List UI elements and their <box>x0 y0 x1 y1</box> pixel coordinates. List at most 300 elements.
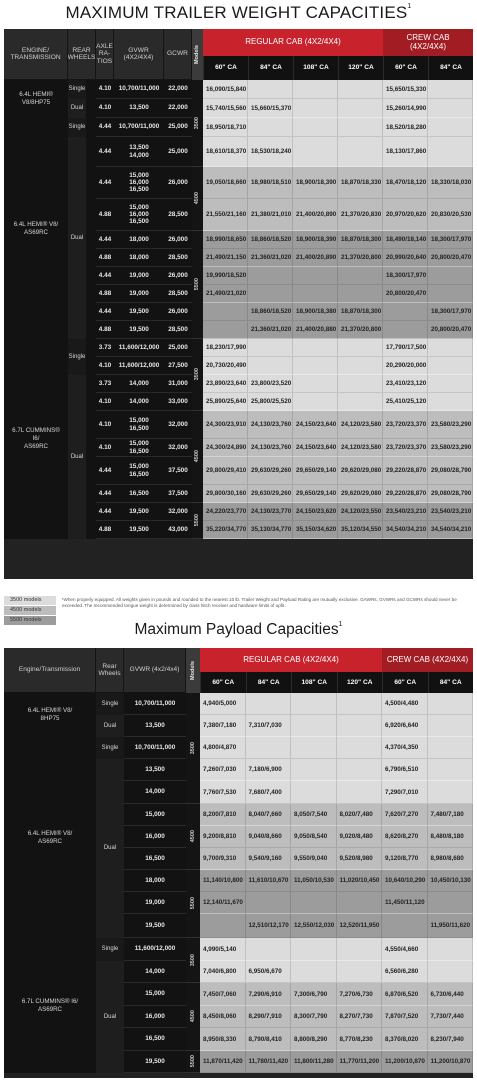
gvwr-value: 19,500 <box>114 521 164 539</box>
capacity-cell: 19,050/18,660 <box>203 167 248 199</box>
axle-ratio-value: 4.10 <box>96 80 114 99</box>
capacity-cell: 21,400/20,880 <box>293 321 338 339</box>
capacity-cell: 21,400/20,890 <box>293 199 338 231</box>
capacity-cell: 8,040/7,660 <box>246 804 292 826</box>
capacity-cell: 20,730/20,490 <box>203 357 248 375</box>
capacity-cell: 11,200/10,870 <box>382 1051 428 1073</box>
capacity-cell <box>428 357 473 375</box>
capacity-cell: 21,550/21,160 <box>203 199 248 231</box>
gvwr-value: 15,000 16,000 16,500 <box>114 167 164 199</box>
capacity-cell <box>246 938 292 961</box>
legend-5500-models: 5500 models <box>4 616 56 625</box>
capacity-cell: 7,260/7,030 <box>200 759 246 781</box>
capacity-cell: 7,290/6,910 <box>246 983 292 1006</box>
rear-wheels-header: Rear Wheels <box>96 648 124 693</box>
capacity-cell: 18,900/18,390 <box>293 167 338 199</box>
capacity-cell: 4,370/4,350 <box>382 737 428 759</box>
gvwr-value: 13,500 <box>124 759 186 781</box>
capacity-cell: 7,870/7,520 <box>382 1006 428 1028</box>
capacity-cell: 24,150/23,640 <box>293 439 338 457</box>
capacity-cell <box>248 357 293 375</box>
rear-wheels-label: Single <box>68 118 86 137</box>
gvwr-value: 14,000 <box>124 781 186 804</box>
capacity-cell: 7,480/7,180 <box>428 804 474 826</box>
model-group-3500 <box>192 80 203 167</box>
capacity-cell: 35,120/34,550 <box>338 521 383 539</box>
capacity-cell <box>293 357 338 375</box>
capacity-cell: 4,800/4,870 <box>200 737 246 759</box>
capacity-cell: 12,520/11,950 <box>337 914 383 938</box>
capacity-cell: 24,120/23,550 <box>338 503 383 521</box>
axle-ratio-value: 3.73 <box>96 375 114 393</box>
cab-length-header: 84" CA <box>246 672 292 693</box>
capacity-cell <box>293 99 338 118</box>
capacity-cell: 23,540/23,210 <box>383 503 428 521</box>
capacity-cell <box>428 118 473 137</box>
capacity-cell <box>428 267 473 285</box>
gvwr-value: 11,600/12,000 <box>124 938 186 961</box>
gvwr-value: 18,000 <box>124 870 186 892</box>
model-label: 5500 <box>194 514 201 527</box>
rear-wheels-label: Single <box>96 693 124 715</box>
capacity-cell <box>248 339 293 357</box>
models-header-text: Models <box>189 661 196 680</box>
gcwr-value: 22,000 <box>164 99 192 118</box>
model-label: 3500 <box>194 368 201 381</box>
engine-label: 6.4L HEMI® V8/8HP75 <box>19 91 53 106</box>
capacity-cell: 8,450/8,060 <box>200 1006 246 1028</box>
rear-wheels-label: Dual <box>68 137 86 339</box>
capacity-cell: 11,950/11,620 <box>428 914 474 938</box>
capacity-cell: 7,180/6,900 <box>246 759 292 781</box>
model-label: 4500 <box>194 450 201 463</box>
capacity-cell: 18,900/18,390 <box>293 231 338 249</box>
capacity-cell: 11,870/11,420 <box>200 1051 246 1073</box>
capacity-cell: 20,290/20,000 <box>383 357 428 375</box>
capacity-cell: 18,130/17,860 <box>383 137 428 167</box>
capacity-cell <box>291 938 337 961</box>
gvwr-value: 14,000 <box>124 961 186 983</box>
axle-ratio-value: 4.44 <box>96 457 114 485</box>
capacity-cell <box>428 80 473 99</box>
gvwr-value: 18,000 <box>114 249 164 267</box>
trailer-weight-title-text: MAXIMUM TRAILER WEIGHT CAPACITIES <box>65 3 408 22</box>
cab-length-header: 84" CA <box>428 56 473 80</box>
capacity-cell: 29,800/29,410 <box>203 457 248 485</box>
capacity-cell: 25,410/25,120 <box>383 393 428 411</box>
capacity-cell: 21,380/21,010 <box>248 199 293 231</box>
legend-4500-models: 4500 models <box>4 606 56 615</box>
capacity-cell: 23,580/23,290 <box>428 439 473 457</box>
axle-ratio-value: 4.10 <box>96 439 114 457</box>
capacity-cell: 4,500/4,480 <box>382 693 428 715</box>
capacity-cell <box>293 375 338 393</box>
capacity-cell: 18,530/18,240 <box>248 137 293 167</box>
rear-wheels-label: Single <box>68 339 86 375</box>
axle-ratio-value: 4.88 <box>96 285 114 303</box>
crew-cab-header: CREW CAB (4X2/4X4) <box>383 29 473 56</box>
capacity-cell: 9,050/8,540 <box>291 826 337 848</box>
capacity-cell <box>338 375 383 393</box>
axle-ratio-value: 4.44 <box>96 231 114 249</box>
payload-title-footnote-mark: 1 <box>338 621 343 628</box>
rear-wheels-label: Dual <box>96 759 124 938</box>
gvwr-value: 16,500 <box>124 848 186 870</box>
axle-ratio-value: 4.10 <box>96 99 114 118</box>
capacity-cell <box>428 759 474 781</box>
gcwr-value: 28,500 <box>164 199 192 231</box>
capacity-cell: 8,480/8,180 <box>428 826 474 848</box>
capacity-cell <box>337 781 383 804</box>
capacity-cell: 8,950/8,330 <box>200 1028 246 1051</box>
gcwr-value: 26,000 <box>164 303 192 321</box>
capacity-cell: 15,260/14,990 <box>383 99 428 118</box>
engine-transmission-header: Engine/Transmission <box>4 648 96 693</box>
model-group-4500 <box>192 167 203 231</box>
capacity-cell: 21,490/21,020 <box>203 285 248 303</box>
gcwr-value: 32,000 <box>164 503 192 521</box>
capacity-cell: 18,990/18,650 <box>203 231 248 249</box>
gvwr-value: 19,500 <box>124 1051 186 1073</box>
capacity-cell: 18,980/18,510 <box>248 167 293 199</box>
capacity-cell: 7,680/7,400 <box>246 781 292 804</box>
capacity-cell: 24,300/23,910 <box>203 411 248 439</box>
gvwr-value: 10,700/11,000 <box>114 118 164 137</box>
axle-ratio-value: 4.10 <box>96 357 114 375</box>
axle-ratio-value: 4.88 <box>96 249 114 267</box>
gvwr-value: 10,700/11,000 <box>124 693 186 715</box>
gcwr-value: 28,500 <box>164 321 192 339</box>
capacity-cell: 21,370/20,800 <box>338 249 383 267</box>
cab-length-header: 60" CA <box>203 56 248 80</box>
models-header <box>192 29 203 80</box>
capacity-cell <box>337 938 383 961</box>
capacity-cell: 6,950/6,670 <box>246 961 292 983</box>
engine-label: 6.4L HEMI® V8/ AS69RC <box>13 220 59 236</box>
capacity-cell: 11,770/11,200 <box>337 1051 383 1073</box>
model-group-4500 <box>186 983 200 1051</box>
cab-length-header: 120" CA <box>338 56 383 80</box>
axle-ratio-value: 4.44 <box>96 118 114 137</box>
capacity-cell <box>337 693 383 715</box>
gcwr-value: 28,500 <box>164 249 192 267</box>
gvwr-value: 16,500 <box>114 485 164 503</box>
capacity-cell: 9,520/8,980 <box>337 848 383 870</box>
gvwr-value: 11,600/12,000 <box>114 339 164 357</box>
capacity-cell <box>293 80 338 99</box>
capacity-cell <box>428 781 474 804</box>
capacity-cell: 11,780/11,420 <box>246 1051 292 1073</box>
axle-ratio-value: 4.44 <box>96 485 114 503</box>
capacity-cell: 29,220/28,870 <box>383 457 428 485</box>
models-header <box>186 648 200 693</box>
capacity-cell: 10,640/10,290 <box>382 870 428 892</box>
capacity-cell: 24,150/23,620 <box>293 503 338 521</box>
capacity-cell: 9,120/8,770 <box>382 848 428 870</box>
capacity-cell: 23,720/23,370 <box>383 411 428 439</box>
capacity-cell: 8,200/7,810 <box>200 804 246 826</box>
capacity-cell: 20,830/20,530 <box>428 199 473 231</box>
cab-length-header: 108" CA <box>293 56 338 80</box>
capacity-cell: 35,130/34,770 <box>248 521 293 539</box>
capacity-cell <box>428 99 473 118</box>
capacity-cell: 9,040/8,660 <box>246 826 292 848</box>
capacity-cell <box>338 80 383 99</box>
model-group-4500 <box>192 411 203 503</box>
gcwr-value: 33,000 <box>164 393 192 411</box>
gvwr-value: 19,500 <box>114 503 164 521</box>
capacity-cell: 15,660/15,370 <box>248 99 293 118</box>
model-group-3500 <box>186 693 200 804</box>
capacity-cell: 6,920/6,640 <box>382 715 428 737</box>
capacity-cell: 11,020/10,450 <box>337 870 383 892</box>
capacity-cell: 29,620/29,080 <box>338 457 383 485</box>
capacity-cell: 7,380/7,180 <box>200 715 246 737</box>
model-label: 3500 <box>189 741 196 755</box>
model-label: 4500 <box>189 1010 196 1023</box>
capacity-cell: 16,090/15,840 <box>203 80 248 99</box>
capacity-cell <box>293 339 338 357</box>
payload-title-text: Maximum Payload Capacities <box>134 621 339 638</box>
capacity-cell <box>428 375 473 393</box>
gvwr-value: 13,500 <box>114 99 164 118</box>
capacity-cell: 15,740/15,560 <box>203 99 248 118</box>
capacity-cell: 6,790/6,510 <box>382 759 428 781</box>
capacity-cell <box>428 393 473 411</box>
capacity-cell: 8,770/8,230 <box>337 1028 383 1051</box>
axle-ratio-value: 3.73 <box>96 339 114 357</box>
capacity-cell: 25,890/25,640 <box>203 393 248 411</box>
capacity-cell <box>246 737 292 759</box>
gvwr-value: 14,000 <box>114 375 164 393</box>
capacity-cell: 24,300/24,890 <box>203 439 248 457</box>
capacity-cell <box>293 118 338 137</box>
capacity-cell: 21,490/21,150 <box>203 249 248 267</box>
axle-ratio-value: 4.44 <box>96 503 114 521</box>
capacity-cell: 9,020/8,480 <box>337 826 383 848</box>
capacity-cell <box>293 285 338 303</box>
gvwr-value: 15,000 <box>124 804 186 826</box>
capacity-cell: 24,130/23,760 <box>248 411 293 439</box>
rear-wheels-label: Dual <box>68 375 86 539</box>
capacity-cell: 21,370/20,800 <box>338 321 383 339</box>
capacity-cell <box>382 914 428 938</box>
capacity-cell: 20,800/20,470 <box>383 285 428 303</box>
axle-ratio-value: 4.44 <box>96 303 114 321</box>
model-label: 4500 <box>189 830 196 843</box>
capacity-cell: 6,560/6,280 <box>382 961 428 983</box>
gcwr-value: 31,000 <box>164 375 192 393</box>
capacity-cell <box>428 285 473 303</box>
gvwr-value: 14,000 <box>114 393 164 411</box>
capacity-cell: 29,650/29,140 <box>293 485 338 503</box>
gvwr-value: 18,000 <box>114 231 164 249</box>
engine-label: 6.7L CUMMINS® I6/ AS69RC <box>12 427 60 450</box>
capacity-cell: 15,650/15,330 <box>383 80 428 99</box>
capacity-cell <box>291 892 337 914</box>
axle-ratio-value: 4.44 <box>96 267 114 285</box>
gcwr-value: 25,000 <box>164 339 192 357</box>
cab-length-header: 60" CA <box>383 56 428 80</box>
trailer-weight-title-footnote-mark: 1 <box>407 3 412 10</box>
engine-label: 6.4L HEMI® V8/ AS69RC <box>27 829 73 845</box>
capacity-cell: 8,620/8,270 <box>382 826 428 848</box>
trailer-weight-title <box>0 3 477 25</box>
capacity-cell: 18,870/18,300 <box>338 231 383 249</box>
capacity-cell <box>338 357 383 375</box>
capacity-cell: 6,730/6,440 <box>428 983 474 1006</box>
capacity-cell: 24,120/23,580 <box>338 411 383 439</box>
capacity-cell: 23,580/23,290 <box>428 411 473 439</box>
payload-table <box>4 648 473 1078</box>
gvwr-value: 19,500 <box>124 914 186 938</box>
capacity-cell <box>338 118 383 137</box>
capacity-cell: 18,860/18,520 <box>248 303 293 321</box>
capacity-cell: 29,800/30,160 <box>203 485 248 503</box>
capacity-cell <box>337 737 383 759</box>
gcwr-value: 28,500 <box>164 285 192 303</box>
capacity-cell: 24,130/23,760 <box>248 439 293 457</box>
capacity-cell: 18,300/17,970 <box>428 303 473 321</box>
gcwr-value: 26,000 <box>164 167 192 199</box>
capacity-cell <box>293 267 338 285</box>
capacity-cell <box>337 961 383 983</box>
cab-length-header: 120" CA <box>337 672 383 693</box>
model-label: 5500 <box>189 1055 196 1068</box>
gcwr-header: GCWR <box>164 29 192 80</box>
legend-3500-models: 3500 models <box>4 596 56 605</box>
capacity-cell: 11,050/10,530 <box>291 870 337 892</box>
capacity-cell: 20,990/20,640 <box>383 249 428 267</box>
capacity-cell: 23,540/23,210 <box>428 503 473 521</box>
gcwr-value: 26,000 <box>164 267 192 285</box>
capacity-cell: 29,630/29,260 <box>248 457 293 485</box>
capacity-cell: 6,870/6,520 <box>382 983 428 1006</box>
model-group-3500 <box>192 339 203 411</box>
gvwr-value: 19,000 <box>114 285 164 303</box>
capacity-cell: 34,540/34,210 <box>383 521 428 539</box>
capacity-cell: 4,990/5,140 <box>200 938 246 961</box>
capacity-cell: 8,800/8,290 <box>291 1028 337 1051</box>
gcwr-value: 25,000 <box>164 118 192 137</box>
capacity-cell: 8,020/7,480 <box>337 804 383 826</box>
gcwr-value: 37,500 <box>164 457 192 485</box>
capacity-cell: 18,860/18,520 <box>248 231 293 249</box>
capacity-cell: 29,220/28,870 <box>383 485 428 503</box>
gvwr-value: 15,000 16,500 <box>114 457 164 485</box>
gvwr-header: GVWR (4x2/4x4) <box>124 648 186 693</box>
crew-cab-header: CREW CAB (4X2/4X4) <box>382 648 473 672</box>
capacity-cell <box>203 303 248 321</box>
capacity-cell <box>338 393 383 411</box>
gcwr-value: 32,000 <box>164 411 192 439</box>
capacity-cell <box>338 99 383 118</box>
capacity-cell <box>291 693 337 715</box>
capacity-cell: 8,230/7,940 <box>428 1028 474 1051</box>
capacity-cell: 11,610/10,670 <box>246 870 292 892</box>
axle-ratio-value: 4.10 <box>96 393 114 411</box>
capacity-cell <box>338 267 383 285</box>
gvwr-value: 11,600/12,000 <box>114 357 164 375</box>
rear-wheels-label: Single <box>68 80 86 99</box>
capacity-cell: 25,800/25,520 <box>248 393 293 411</box>
capacity-cell: 12,140/11,670 <box>200 892 246 914</box>
capacity-cell <box>248 80 293 99</box>
cab-length-header: 60" CA <box>200 672 246 693</box>
capacity-cell <box>200 914 246 938</box>
gvwr-value: 15,000 16,000 16,500 <box>114 199 164 231</box>
capacity-cell: 29,620/29,080 <box>338 485 383 503</box>
capacity-cell: 4,550/4,660 <box>382 938 428 961</box>
axle-ratio-value: 4.44 <box>96 137 114 167</box>
trailer-weight-table <box>4 29 473 579</box>
capacity-cell <box>428 137 473 167</box>
capacity-cell: 8,050/7,540 <box>291 804 337 826</box>
capacity-cell: 20,970/20,620 <box>383 199 428 231</box>
capacity-cell <box>383 303 428 321</box>
capacity-cell: 23,800/23,520 <box>248 375 293 393</box>
engine-label: 6.4L HEMI® V8/ 8HP75 <box>27 707 73 722</box>
capacity-cell <box>246 693 292 715</box>
capacity-cell <box>428 892 474 914</box>
gvwr-value: 13,500 14,000 <box>114 137 164 167</box>
capacity-cell: 11,800/11,280 <box>291 1051 337 1073</box>
capacity-cell: 18,900/18,380 <box>293 303 338 321</box>
gcwr-value: 37,500 <box>164 485 192 503</box>
capacity-cell: 18,300/17,970 <box>428 231 473 249</box>
capacity-cell <box>338 339 383 357</box>
capacity-cell: 24,220/23,770 <box>203 503 248 521</box>
regular-cab-header: REGULAR CAB (4X2/4X4) <box>200 648 382 672</box>
capacity-cell: 21,370/20,830 <box>338 199 383 231</box>
cab-length-header: 108" CA <box>291 672 337 693</box>
capacity-cell: 23,410/23,120 <box>383 375 428 393</box>
capacity-cell: 4,940/5,000 <box>200 693 246 715</box>
gcwr-value: 43,000 <box>164 521 192 539</box>
rear-wheels-label: Dual <box>96 715 124 737</box>
capacity-cell <box>428 693 474 715</box>
capacity-cell <box>293 393 338 411</box>
capacity-cell: 24,150/23,640 <box>293 411 338 439</box>
capacity-cell: 8,980/8,680 <box>428 848 474 870</box>
capacity-cell: 23,720/23,370 <box>383 439 428 457</box>
capacity-cell <box>246 892 292 914</box>
capacity-cell: 18,300/17,970 <box>383 267 428 285</box>
gvwr-value: 19,000 <box>124 892 186 914</box>
engine-label: 6.7L CUMMINS® I6/ AS69RC <box>21 997 79 1013</box>
capacity-cell: 18,610/18,370 <box>203 137 248 167</box>
model-label: 4500 <box>194 192 201 205</box>
capacity-cell: 24,130/23,770 <box>248 503 293 521</box>
capacity-cell: 18,870/18,330 <box>338 167 383 199</box>
gvwr-value: 19,500 <box>114 303 164 321</box>
capacity-cell: 8,290/7,910 <box>246 1006 292 1028</box>
gvwr-value: 15,000 16,500 <box>114 411 164 439</box>
models-header-text: Models <box>194 45 201 64</box>
regular-cab-header: REGULAR CAB (4X2/4X4) <box>203 29 383 56</box>
capacity-cell: 34,540/34,210 <box>428 521 473 539</box>
capacity-cell <box>428 938 474 961</box>
gcwr-value: 32,000 <box>164 439 192 457</box>
capacity-cell: 8,270/7,730 <box>337 1006 383 1028</box>
gvwr-value: 15,000 <box>124 983 186 1006</box>
capacity-cell: 7,620/7,270 <box>382 804 428 826</box>
model-group-5500 <box>186 1051 200 1073</box>
capacity-cell: 21,360/21,020 <box>248 321 293 339</box>
capacity-cell: 18,520/18,280 <box>383 118 428 137</box>
axle-ratio-value: 4.88 <box>96 521 114 539</box>
capacity-cell: 9,540/9,160 <box>246 848 292 870</box>
